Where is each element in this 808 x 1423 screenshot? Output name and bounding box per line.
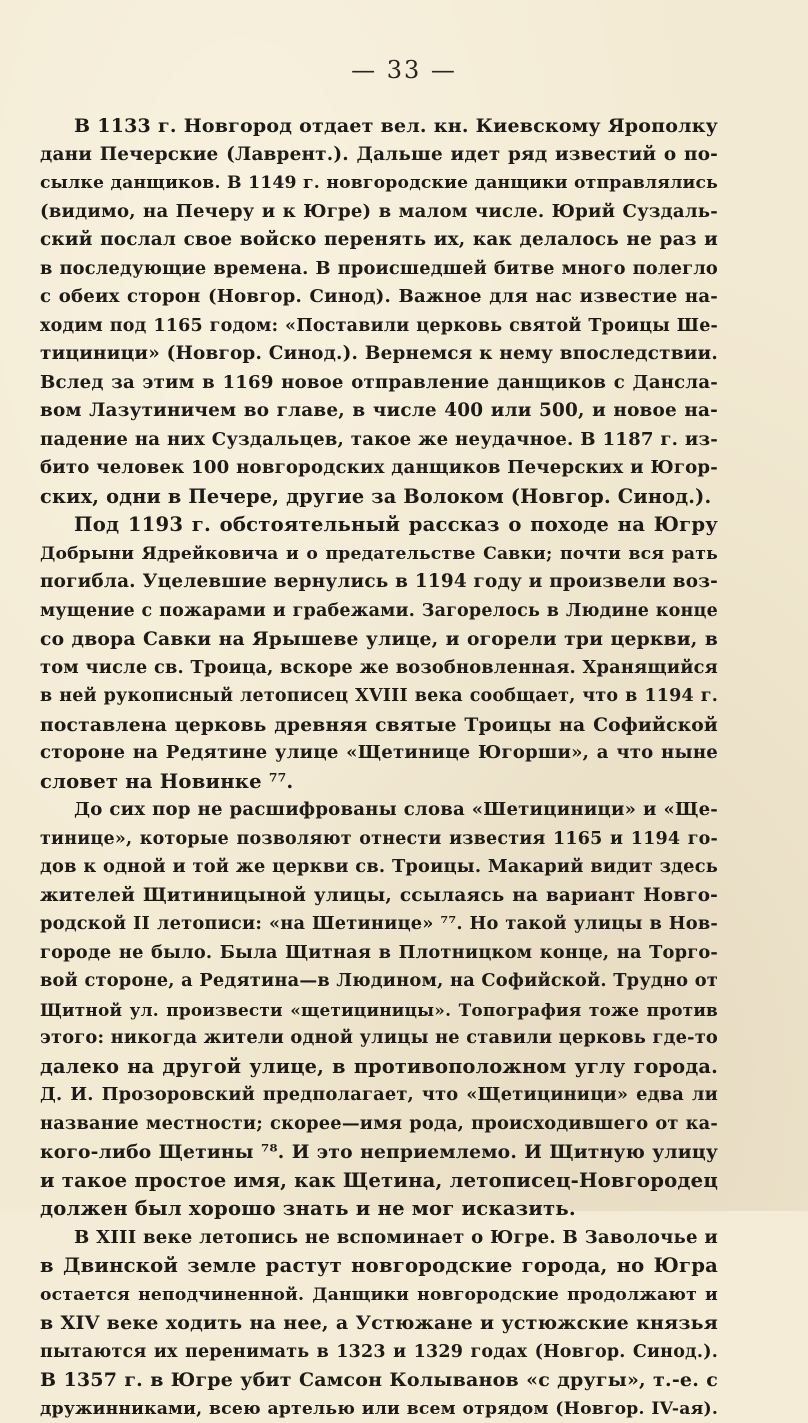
text-line: этого: никогда жители одной улицы не ставили церковь где-то [40,1024,718,1053]
text-line: должен был хорошо знать и не мог исказить. [40,1195,718,1224]
page-number: — 33 — [0,56,808,84]
text-line: ходим под 1165 годом: «Поставили церковь святой Троицы Ше- [40,312,718,341]
text-line: дани Печерские (Лаврент.). Дальше идет ряд известий о по- [40,141,718,170]
text-line: жителей Щитиницыной улицы, ссылаясь на вариант Новго- [40,882,718,911]
text-line: ских, одни в Печере, другие за Волоком (Новгор. Синод.). [40,483,718,512]
text-line: (видимо, на Печеру и к Югре) в малом числе. Юрий Суздаль- [40,198,718,227]
text-line: поставлена церковь древняя святые Троицы на Софийской [40,711,718,740]
text-line: В XIII веке летопись не вспоминает о Югре. В Заволочье и [40,1224,718,1253]
text-line: Добрыни Ядрейковича и о предательстве Савки; почти вся рать [40,540,718,569]
text-line: Под 1193 г. обстоятельный рассказ о походе на Югру [40,511,718,540]
text-line: кого-либо Щетины ⁷⁸. И это неприемлемо. И Щитную улицу [40,1138,718,1167]
text-line: словет на Новинке ⁷⁷. [40,768,718,797]
text-line: тинице», которые позволяют отнести известия 1165 и 1194 го- [40,825,718,854]
text-line: с обеих сторон (Новгор. Синод). Важное для нас известие на- [40,283,718,312]
text-line: В 1357 г. в Югре убит Самсон Колыванов «с другы», т.-е. с [40,1366,718,1395]
text-line: том числе св. Троица, вскоре же возобновленная. Хранящийся [40,654,718,683]
text-line: вом Лазутиничем во главе, в числе 400 или 500, и новое на- [40,397,718,426]
text-line: в ней рукописный летописец XVIII века сообщает, что в 1194 г. [40,682,718,711]
text-line: городе не было. Была Щитная в Плотницком конце, на Торго- [40,939,718,968]
text-line: в последующие времена. В происшедшей битве много полегло [40,255,718,284]
text-line: родской II летописи: «на Шетинице» ⁷⁷. Но такой улицы в Нов- [40,910,718,939]
text-line: вой стороне, а Редятина—в Людином, на Софийской. Трудно от [40,967,718,996]
text-line: Щитной ул. произвести «щетициницы». Топография тоже против [40,996,718,1025]
text-line: в XIV веке ходить на нее, а Устюжане и устюжские князья [40,1309,718,1338]
text-line: В 1133 г. Новгород отдает вел. кн. Киевскому Ярополку [40,112,718,141]
text-line: бито человек 100 новгородских данщиков Печерских и Югор- [40,454,718,483]
text-line: название местности; скорее—имя рода, происходившего от ка- [40,1110,718,1139]
body-text [40,112,718,1423]
text-line: мущение с пожарами и грабежами. Загорелось в Людине конце [40,597,718,626]
text-line: со двора Савки на Ярышеве улице, и огорели три церкви, в [40,625,718,654]
text-line: стороне на Редятине улице «Щетинице Югорши», а что ныне [40,739,718,768]
text-line: падение на них Суздальцев, такое же неудачное. В 1187 г. из- [40,426,718,455]
text-line: Вслед за этим в 1169 новое отправление данщиков с Дансла- [40,369,718,398]
text-line: далеко на другой улице, в противоположном углу города. [40,1053,718,1082]
text-line: ский послал свое войско перенять их, как делалось не раз и [40,226,718,255]
text-line: пытаются их перенимать в 1323 и 1329 годах (Новгор. Синод.). [40,1338,718,1367]
text-line: дов к одной и той же церкви св. Троицы. Макарий видит здесь [40,853,718,882]
text-line: остается неподчиненной. Данщики новгородские продолжают и [40,1281,718,1310]
text-line: погибла. Уцелевшие вернулись в 1194 году и произвели воз- [40,568,718,597]
text-line: Д. И. Прозоровский предполагает, что «Щетициници» едва ли [40,1081,718,1110]
text-line: в Двинской земле растут новгородские города, но Югра [40,1252,718,1281]
text-line: сылке данщиков. В 1149 г. новгородские данщики отправлялись [40,169,718,198]
text-line: тициници» (Новгор. Синод.). Вернемся к нему впоследствии. [40,340,718,369]
text-line: До сих пор не расшифрованы слова «Шетициници» и «Ще- [40,796,718,825]
text-line: дружинниками, всею артелью или всем отрядом (Новгор. IV-ая). [40,1395,718,1423]
text-line: и такое простое имя, как Щетина, летописец-Новгородец [40,1167,718,1196]
